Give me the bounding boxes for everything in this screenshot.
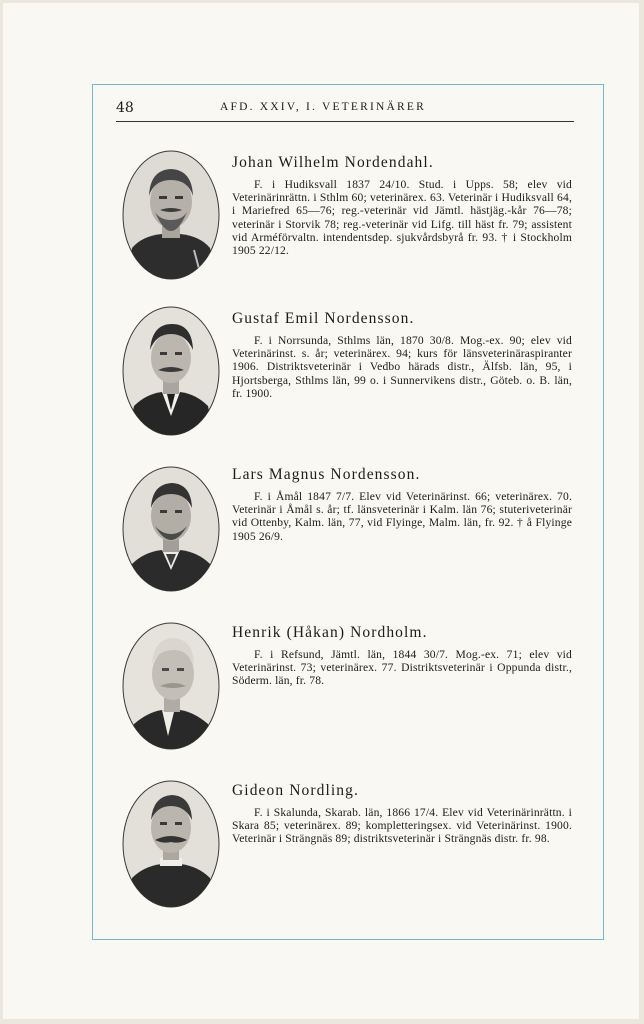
person-name: Henrik (Håkan) Nordholm. [232, 624, 428, 641]
portrait-photo [122, 620, 220, 750]
biography-text: F. i Refsund, Jämtl. län, 1844 30/7. Mog.-ex. 71; elev vid Veterinärinst. 73; veterinärex. 77. Distriktsveterinär i Oppunda distr., Söderm. län, fr. 78. [232, 648, 572, 688]
person-name: Lars Magnus Nordensson. [232, 466, 421, 483]
portrait-photo [122, 150, 220, 280]
page-header [116, 100, 574, 118]
biography-entry [116, 150, 576, 290]
biography-text: F. i Åmål 1847 7/7. Elev vid Veterinärinst. 66; veterinärex. 70. Veterinär i Åmål s. år; tf. länsveterinär i Kalm. län 76; stuteriveterinär vid Ottenby, Kalm. län, 77, vid Flyinge, Malm. län, fr. 92. † å Flyinge 1905 26/9. [232, 490, 572, 543]
running-title: AFD. XXIV, I. VETERINÄRER [220, 101, 426, 113]
header-rule [116, 121, 574, 122]
page-number: 48 [116, 100, 134, 116]
biography-text: F. i Hudiksvall 1837 24/10. Stud. i Upps. 58; elev vid Veterinärinrättn. i Sthlm 60; veterinärex. 63. Veterinär i Hudiksvall 64, i Mariefred 65—76; reg.-veterinär vid Jämtl. hästjäg.-kår 76—78; veterinär i Storvik 78; reg.-veterinär vid Lifg. till häst fr. 79; assistent vid Arméförvaltn. intendentsdep. sjukvårdsbyrå fr. 93. † i Stockholm 1905 22/12. [232, 178, 572, 258]
person-name: Johan Wilhelm Nordendahl. [232, 154, 434, 171]
biography-entry [116, 620, 576, 760]
biography-text: F. i Norrsunda, Sthlms län, 1870 30/8. Mog.-ex. 90; elev vid Veterinärinst. s. år; veterinärex. 94; kurs för länsveterinäraspiranter 1906. Distriktsveterinär i Vedbo härads distr., Älfsb. län, 95, i Hjortsberga, Sthlms län, 99 o. i Sunnervikens distr., Göteb. o. B. län, fr. 1900. [232, 334, 572, 400]
biography-entry [116, 778, 576, 918]
person-name: Gustaf Emil Nordensson. [232, 310, 415, 327]
portrait-photo [122, 306, 220, 436]
portrait-photo [122, 462, 220, 592]
biography-entry [116, 462, 576, 602]
person-name: Gideon Nordling. [232, 782, 359, 799]
portrait-photo [122, 778, 220, 908]
biography-text: F. i Skalunda, Skarab. län, 1866 17/4. Elev vid Veterinärinrättn. i Skara 85; veterinärex. 89; kompletteringsex. vid Veterinärinst. 1900. Veterinär i Strängnäs 89; distriktsveterinär i Strängnäs distr. fr. 98. [232, 806, 572, 846]
biography-entry [116, 306, 576, 446]
